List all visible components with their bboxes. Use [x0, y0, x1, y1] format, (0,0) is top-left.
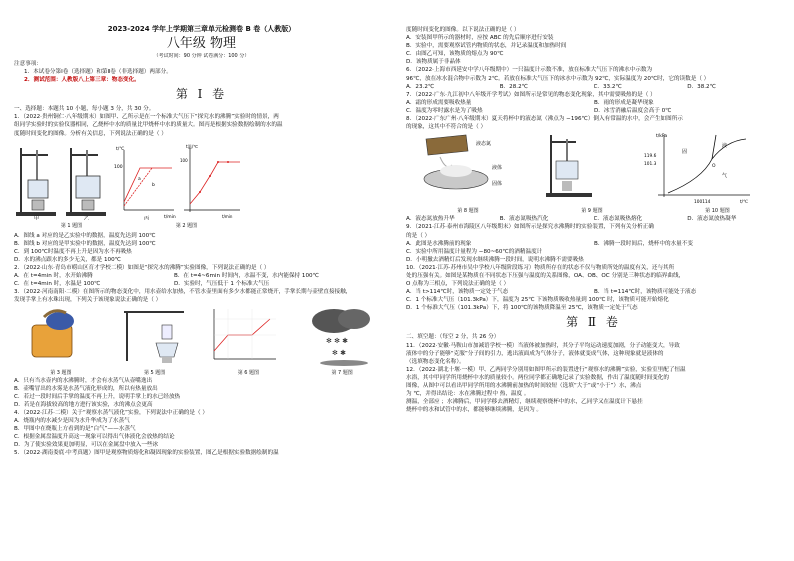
fig10-label: 119.6 — [644, 154, 657, 160]
q1-option: C．到 100℃时温度不再上升是因为水不再吸热 — [14, 248, 132, 255]
q10-option: C．1 个标准大气压（101.3kPa）下，温度为 25℃ 下该物质吸收热量到 100℃ 时，该物质可能开始熔化 — [406, 297, 669, 304]
q11-line: （选填物态变化名称）。 — [406, 358, 465, 365]
fig10-label: 气 — [722, 173, 728, 180]
q8-option: C．液态氮吸热熔化 — [593, 216, 643, 223]
q8-option: A．液态氮放热升华 — [406, 216, 455, 223]
fig10-label: t/℃ — [740, 200, 748, 206]
fig8-caption: 第 8 题图 — [457, 208, 479, 215]
q3-line: 发现手掌上有水珠出现，下列关于该现象说法正确的是（ ） — [14, 297, 162, 304]
q7-option: D．冰雪消融后温度会高于 0℃ — [594, 107, 672, 114]
q12-line: 烧杯中的水和试管中的水，都能够继续沸腾，是因为 。 — [406, 407, 543, 414]
q12-line: 图像，从图中可以看出甲同学所用的水沸腾前加热的时间较短（选填“大于”或“小于”）水，沸点 — [406, 383, 642, 389]
fig2-label: t/min — [222, 213, 233, 219]
q2-option: B．在 t=4~6min 时间内，水温不变，水内能保持 100℃ — [174, 273, 319, 280]
fig8-label: 液体 — [492, 165, 503, 172]
q4-option: D．为了使实验效果更加明显，可以在金属盘中放入一些冰 — [14, 442, 159, 449]
fig1-label: t/℃ — [116, 146, 125, 152]
q1-figures — [14, 140, 389, 230]
fig1-caption: 第 1 题图 — [60, 222, 83, 229]
q2-option: A．在 t=4min 时，水开始沸腾 — [14, 273, 93, 280]
q11-line: 液体中的分子能够“克服”分子间的引力，逃出液面成为气体分子，液体就变成气体，这种现象就是液体的 — [406, 350, 664, 357]
q4-option: C．根据金属盘温度升高这一现象可以得出气体液化会放热的结论 — [14, 434, 175, 441]
fig1-label: 丙 — [144, 215, 150, 220]
q9-option: B．沸腾一段时间后，烧杯中的水量不变 — [594, 240, 693, 247]
section1-instruction: 一、选择题：本题共 10 小题，每小题 3 分，共 30 分。 — [14, 106, 155, 113]
q3-figures — [14, 305, 389, 377]
q6-option: B．28.2℃ — [499, 83, 528, 90]
q9-line: 的是（ ） — [406, 232, 431, 239]
fig6-caption: 第 6 题图 — [237, 369, 260, 376]
fig10-caption: 第 10 题图 — [705, 208, 730, 215]
q1-option: A．图线 a 对应的是乙实验中的数据，温度先达到 100℃ — [14, 232, 156, 239]
fig3-caption: 第 3 题图 — [50, 369, 72, 376]
q8-option: B．液态氮吸热汽化 — [499, 216, 549, 223]
fig9-caption: 第 9 题图 — [581, 208, 603, 215]
fig10-label: 液 — [722, 143, 728, 150]
section2-title: 第 Ⅱ 卷 — [566, 315, 621, 330]
left-column — [14, 24, 389, 458]
fig1-label: b — [152, 182, 155, 188]
q3-line: 3．（2022·河南南阳·二模）在图所示的物态变化中，用水壶给水加热，不管水壶里面有多少水都能正常烧开，手掌长期与壶壁直接接触， — [14, 289, 352, 296]
q6-option: C．33.2℃ — [593, 83, 622, 90]
q2-option: C．在 t=4min 时，水温是 100℃ — [14, 281, 101, 288]
q5-option: A．安装图甲所示的器材时，应按 ABC 的先后顺序进行安装 — [406, 35, 554, 42]
q12-line: 为 ℃，并得出结论：水在沸腾过程中 热，温度 。 — [406, 391, 530, 398]
q10-line: 10．（2021·江苏·苏州市吴中学校八年级阶段练习）物质所存在的状态不仅与物质所处的温度有关，还与其所 — [406, 264, 675, 271]
fig1-diagram — [14, 140, 244, 220]
q10-line: 处的压强有关。如图是某物质在不同状态下压强与温度的关系图像，OA、OB、OC 分别是三种状态的临界曲线， — [406, 272, 685, 279]
q8-line: 8．（2022·广东广州·八年级期末）夏天将杯中的液态氮（沸点为 −196℃）倒入有常温的水中，会产生如图所示 — [406, 116, 683, 123]
q5-option: C．由图乙可知，该物质的熔点为 90℃ — [406, 51, 504, 58]
q3-option: C．若过一段时间后手掌的温度不再上升，说明手掌上的水已经放热 — [14, 393, 181, 400]
q9-option: A．此图是水沸腾前的现象 — [406, 240, 472, 247]
q1-line: 度随时间变化的图像。分析有关信息，下列说法正确的是（ ） — [14, 130, 167, 137]
exam-info: （考试时间：90 分钟 试卷满分：100 分） — [153, 53, 250, 59]
fig1-label: 甲 — [34, 215, 40, 220]
q5-cont: 度随时间变化的图像。以下说法正确的是（ ） — [406, 27, 520, 33]
fig1-label: 100 — [114, 164, 123, 170]
fig5-caption: 第 5 题图 — [143, 369, 166, 376]
q10-option: D．1 个标准大气压（101.3kPa）下，将 100℃的该物质降温至 25℃，该物质一定处于气态 — [406, 305, 638, 312]
q5-line: 5．（2022·湖南娄底·中考真题）图甲是观察物质熔化和凝固现象的实验装置，图乙是根据实验数据绘制的温 — [14, 450, 279, 457]
fig8-label: 固体 — [492, 181, 503, 188]
q8-line: 的现象，这其中不符合的是（ ） — [406, 124, 487, 131]
q8-figures — [406, 131, 781, 215]
notes-item: 1．本试卷分第Ⅰ卷（选择题）和第Ⅱ卷（非选择题）两部分。 — [24, 69, 172, 76]
q7-option: C．温度为零时露水是为了吸热 — [406, 107, 483, 114]
q1-option: D．水的沸点跟水的多少无关，都是 100℃ — [14, 256, 121, 263]
fig10-label: O — [712, 164, 716, 170]
fig1-label: a — [138, 176, 141, 182]
q4-option: A．烧瓶内的水减少是因为水升华成为了水蒸气 — [14, 418, 130, 425]
fig10-label: t/kPa — [656, 134, 668, 140]
section1-title: 第 Ⅰ 卷 — [175, 87, 228, 102]
q9-option: D．小明撤去酒精灯后发现水继续沸腾一段时间，说明水沸腾不需要吸热 — [406, 256, 584, 263]
right-column — [406, 26, 781, 414]
fig1 — [14, 140, 244, 230]
fig10-label: 100114 — [694, 200, 711, 206]
fig10-label: 固 — [682, 149, 688, 156]
fig7-caption: 第 7 题图 — [331, 369, 353, 376]
fig2-label: 100 — [180, 157, 188, 163]
q8-option: D．液态氮放热凝华 — [687, 216, 737, 223]
fill-title: 二、填空题：（每空 2 分，共 26 分） — [406, 334, 500, 341]
notes-item: 2．测试范围：人教版八上第三章：物态变化。 — [24, 77, 140, 84]
q7-option: A．霜的形成需要吸收热量 — [406, 99, 472, 106]
q11-line: 11．（2022·安徽·马鞍山市加减语学校一模）当液体被加热时，其分子平均运动速度加剧，分子动能变大，导致 — [406, 342, 680, 349]
q10-line: O 点称为三相点，下列说法正确的是（ ） — [406, 281, 510, 288]
q3-figures-svg — [14, 305, 389, 367]
q10-option: B．当 t=114℃时，该物质可能处于液态 — [594, 289, 697, 296]
q6-option: A．23.2℃ — [406, 83, 435, 90]
fig1-label: 乙 — [84, 215, 90, 220]
q5-option: B．实验中，需要观察试管内物质的状态，并记录温度和加热时间 — [406, 43, 567, 50]
q12-line: 测温，全部应 ；水沸腾后，甲同学移去酒精灯，继续观察烧杯中的水，乙同学又在温度计下悬挂 — [406, 399, 643, 406]
q6-line: 6．（2022·上海市西延安中学八年级期中）一只温度计示数不准，放在标准大气压下的沸水中示数为 — [406, 67, 653, 74]
q12-line: 水浴，其中甲同学所用烧杯中水的质量较小。两位同学都正确地记录了实验数据，作出了温度随时间变化的 — [406, 374, 669, 381]
q1-line: 组同学实验时的实验仪器相同，乙烧杯中水的质量比甲烧杯中水的质量大。图丙是根据实验数据绘制的水的温 — [14, 122, 283, 129]
svg-text:✻ ✱: ✻ ✱ — [332, 348, 346, 357]
q6-option: D．38.2℃ — [687, 83, 716, 90]
fig2-caption: 第 2 题图 — [175, 222, 198, 229]
fig10-label: 101.3 — [644, 162, 657, 168]
q6-line: 96℃，放在冰水混合物中示数为 2℃。若放在标准大气压下的冰水中示数为 92℃，实际温度为 20℃时，它的读数是（ ） — [406, 75, 710, 82]
q10-option: A．当 t>114℃时，该物质一定处于气态 — [406, 289, 509, 296]
notes-label: 注意事项： — [14, 61, 42, 67]
q2-line: 2．（2022·山东·青岛市崂山区育才学校二模）如图是“探究水的沸腾”实验图像，下列说法正确的是（ ） — [14, 265, 270, 272]
q1-line: 1．（2022·贵州铜仁·八年级期末）如图甲、乙所示是在一个标准大气压下“探究水的沸腾”实验时的情景，两 — [14, 114, 279, 121]
q5-option: D．该物质属于非晶体 — [406, 59, 461, 66]
q9-option: C．实验中所用温度计量程为 −80~60℃的酒精温度计 — [406, 248, 543, 255]
fig2-label: t温/℃ — [186, 143, 198, 149]
q8-figures-svg — [406, 131, 781, 205]
q2-option: D．实验时，气压低于 1 个标准大气压 — [174, 281, 270, 288]
q12-line: 12．（2022·湖北十堰·一模）甲、乙两同学分别用如图甲所示的装置进行“观察水的沸腾”实验，实验室里配了恒温 — [406, 366, 686, 373]
fig1-label: t/min — [164, 214, 176, 220]
grade-subject: 八年级 物理 — [166, 36, 237, 51]
q9-line: 9．（2021·江苏·泰州市海陵区八年级期末）如图所示是探究水沸腾时的实验装置，下列有关分析正确 — [406, 224, 654, 231]
q3-option: A．只有当水壶内的水沸腾时，才会有水蒸气从壶嘴逸出 — [14, 377, 153, 384]
q4-option: B．甲图中在烧瓶上方看到的是“白气”——水蒸气 — [14, 426, 136, 433]
q7-option: B．雨的形成是凝华现象 — [594, 99, 654, 106]
q7-line: 7．（2022·广东·九江初中八年级开学考试）如图所示是常见的物态变化现象，其中需要吸热的是（ ） — [406, 91, 656, 98]
q3-option: D．若是在海拔较高的地方进行该实验，水的沸点会更高 — [14, 401, 153, 408]
exam-title: 2023-2024 学年上学期第三章单元检测卷 B 卷（人教版） — [107, 25, 296, 33]
svg-text:✻ ✻ ✱: ✻ ✻ ✱ — [326, 336, 349, 345]
q3-option: B．壶嘴冒出的水雾是水蒸气液化形成的，所以有热量放出 — [14, 385, 158, 392]
q4-line: 4．（2022·江苏·二模）关于“观察水蒸气液化”实验，下列说法中正确的是（ ） — [14, 409, 208, 416]
q1-option: B．图线 b 对应的是甲实验中的数据，温度先达到 100℃ — [14, 240, 156, 247]
fig8-label: 液态氮 — [476, 141, 492, 148]
